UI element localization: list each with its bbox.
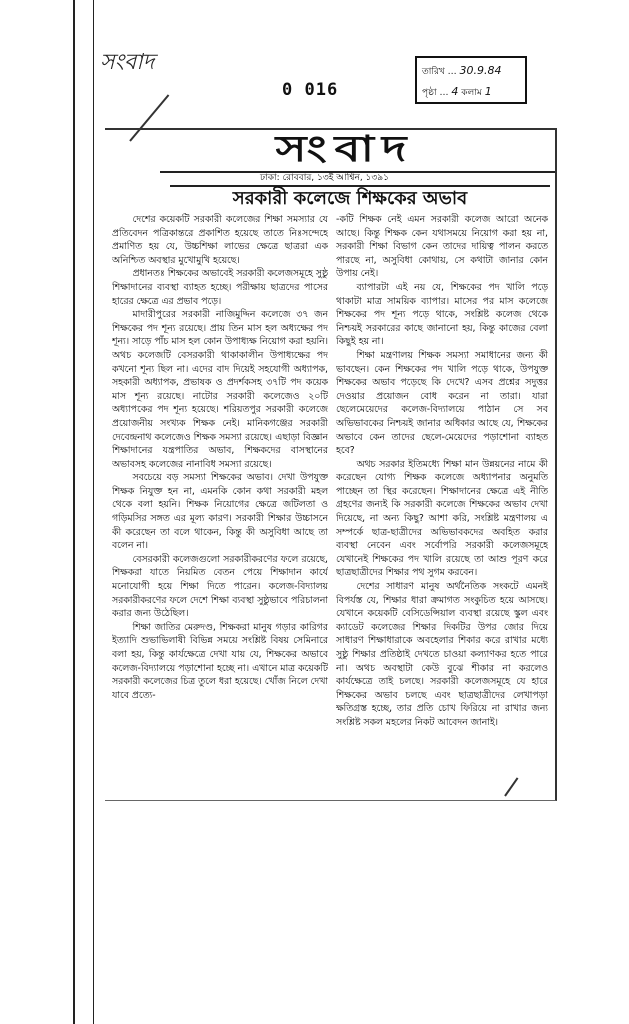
- stamp-column-label: কলাম: [461, 88, 482, 98]
- paragraph: ব্যাপারটা এই নয় যে, শিক্ষকের পদ খালি পড়ে থাকাটা মাত্র সাময়িক ব্যাপার। মাসের পর মাস কলেজে শিক্ষকের পদ শূন্য পড়ে থাকে, সংশ্লিষ্ট কলেজ থেকে নিশ্চয়ই সরকারের কাছে জানানো হয়, কিন্তু কাজের বেলা কিছুই হয় না।: [336, 281, 548, 348]
- paragraph: প্রধানতঃ শিক্ষকের অভাবেই সরকারী কলেজসমূহে সুষ্ঠু শিক্ষাদানের ব্যবস্থা ব্যাহত হচ্ছে। পরীক্ষায় ছাত্রদের পাসের হারের ক্ষেত্রে এর প্রভাব পড়ে।: [112, 268, 328, 307]
- stamp-date-value: 30.9.84: [459, 64, 502, 77]
- paragraph: -কটি শিক্ষক নেই এমন সরকারী কলেজ আরো অনেক আছে। কিন্তু শিক্ষক কেন যথাসময়ে নিয়োগ করা হয় না, সরকারী শিক্ষা বিভাগ কেন তাদের দায়িত্ব পালন করতে পারছে না, অসুবিধা কোথায়, সে কথাটা জানার কোন উপায় নেই।: [336, 214, 548, 280]
- paragraph: শিক্ষা মন্ত্রণালয় শিক্ষক সমস্যা সমাধানের জন্য কী ভাবছেন। কেন শিক্ষকের পদ খালি পড়ে থাকে, উপযুক্ত শিক্ষকের অভাব পড়েছে কি দেখে? এসব প্রশ্নের সদুত্তর দেওয়ার প্রয়োজন বোধ করেন না তারা। যারা ছেলেমেয়েদের কলেজ-বিদ্যালয়ে পাঠান সে সব অভিভাবকের নিশ্চয়ই জানার অধিকার আছে যে, শিক্ষকের অভাবে কেন তাদের ছেলে-মেয়েদের পড়াশোনা ব্যাহত হবে?: [336, 349, 548, 457]
- article-right-column: [336, 213, 548, 796]
- paragraph: শিক্ষা জাতির মেরুদণ্ড, শিক্ষকরা মানুষ গড়ার কারিগর ইত্যাদি শুভাভিলাষী বিভিন্ন সময়ে সংশ্লিষ্ট বিষয় সেমিনারে বলা হয়, কিন্তু কার্যক্ষেত্রে দেখা যায় যে, শিক্ষকের অভাবে কলেজ-বিদ্যালয়ে পড়াশোনা হচ্ছে না। এখানে মাত্র কয়েকটি সরকারী কলেজের চিত্র তুলে ধরা হয়েছে। খোঁজ নিলে দেখা যাবে প্রত্যে-: [112, 621, 328, 701]
- paragraph: দেশের কয়েকটি সরকারী কলেজের শিক্ষা সমস্যার যে প্রতিবেদন পত্রিকান্তরে প্রকাশিত হয়েছে তাতে নিঃসন্দেহে প্রমাণিত হয় যে, উচ্চশিক্ষা লাভের ক্ষেত্রে ছাত্ররা এক অনিশ্চিত অবস্থার মুখোমুখি হয়েছে।: [112, 214, 328, 266]
- archive-stamp: তারিখ … 30.9.84 পৃষ্ঠা … 4 কলাম 1: [415, 56, 527, 104]
- margin-line-inner: [93, 0, 94, 1024]
- paragraph: বেসরকারী কলেজগুলো সরকারীকরণের ফলে রয়েছে, শিক্ষকরা যাতে নিয়মিত বেতন পেয়ে শিক্ষাদান কার্যে মনোযোগী হয়ে শিক্ষা দিতে পারেন। কলেজ-বিদ্যালয় সরকারীকরণের ফলে দেশে শিক্ষা ব্যবস্থা সুষ্ঠুভাবে পরিচালনা করার জন্য উঠেছিল।: [112, 553, 328, 620]
- paragraph: অথচ সরকার ইতিমধ্যে শিক্ষা মান উন্নয়নের নামে কী করেছেন যোগ্য শিক্ষক কলেজে অধ্যাপনার অনুমতি পাচ্ছেন তা স্থির করেছেন। শিক্ষাদানের ক্ষেত্রে এই নীতি গ্রহণের জন্যই কি সরকারী কলেজে শিক্ষকের অভাব দেখা দিয়েছে, না অন্য কিছু? আশা করি, সংশ্লিষ্ট মন্ত্রণালয় এ সম্পর্কে ছাত্র-ছাত্রীদের অভিভাবকদের অবহিত করার ব্যবস্থা নেবেন এবং সর্বোপরি সরকারী কলেজসমূহে যেখানেই শিক্ষকের পদ খালি রয়েছে তা আশু পূরণ করে ছাত্রছাত্রীদের শিক্ষার পথ সুগম করবেন।: [336, 458, 548, 579]
- divider: [170, 185, 550, 187]
- handwritten-label: সংবাদ: [100, 50, 155, 75]
- dateline: ঢাকা: রোববার, ১৩ই আশ্বিন, ১৩৯১: [260, 173, 389, 183]
- article-left-column: [112, 213, 328, 796]
- stamp-page-label: পৃষ্ঠা: [422, 88, 437, 98]
- paragraph: দেশের সাধারণ মানুষ অর্থনৈতিক সংকটে এমনই বিপর্যস্ত যে, শিক্ষার ধারা ক্রমাগত সংকুচিত হয়ে আসছে। যেখানে কয়েকটি বেসিডেন্সিয়াল ব্যবস্থা রয়েছে স্কুল এবং ক্যাডেট কলেজের শিক্ষার দিকটির উপর জোর দিয়ে সাধারণ শিক্ষাধারাকে অবহেলার শিকার করে রাখার মধ্যে সুষ্ঠু শিক্ষার প্রতিষ্ঠাই দেখতে চাওয়া কল্যাণকর হতে পারে না। অথচ অবস্থাটা কেউ বুঝে শীকার না করলেও কার্যক্ষেত্রে তাই চলছে। সরকারী কলেজসমূহে যে হারে শিক্ষকের অভাব চলছে এবং ছাত্রছাত্রীদের লেখাপড়া ক্ষতিগ্রস্ত হচ্ছে, তার প্রতি চোখ ফিরিয়ে না রাখার জন্য সংশ্লিষ্ট সকল মহলের নিকট আবেদন জানাই।: [336, 581, 548, 728]
- newspaper-masthead: সংবাদ: [275, 129, 415, 170]
- stamp-page-value: 4: [451, 85, 459, 98]
- reference-number: 0 016: [282, 80, 339, 100]
- paragraph: সবচেয়ে বড় সমস্যা শিক্ষকের অভাব। দেখা উপযুক্ত শিক্ষক নিযুক্ত হন না, এমনকি কোন কথা সরকারী মহল থেকে বলা হয়নি। শিক্ষক নিয়োগের ক্ষেত্রে জটিলতা ও গড়িমসির সঙ্গত এর মূল্য কারণ। সরকারী শিক্ষার উচ্চাসনে কী করেছেন তা বলে থাকেন, কিন্তু কী অসুবিধা আছে তা বলেন না।: [112, 472, 328, 552]
- paragraph: মাদারীপুরের সরকারী নাজিমুদ্দিন কলেজে ৩৭ জন শিক্ষকের পদ শূন্য রয়েছে। প্রায় তিন মাস হল অধ্যক্ষের পদ শূন্য। সাড়ে পাঁচ মাস হল কোন উপাধ্যক্ষ নিয়োগ করা হয়নি। অথচ কলেজটি বেসরকারী থাকাকালীন উপাধ্যক্ষের পদ কখনো শূন্য ছিল না। এদের বাদ দিয়েই সহযোগী অধ্যাপক, সহকারী অধ্যাপক, প্রভাষক ও প্রদর্শকসহ ৩৭টি পদ কয়েক মাস শূন্য রয়েছে। নাটোর সরকারী কলেজেও ২০টি অধ্যাপকের পদ শূন্য হয়েছে। শরিয়তপুর সরকারী কলেজে প্রয়োজনীয় সংখ্যক শিক্ষক নেই। মানিকগঞ্জের সরকারী দেবেন্দ্রনাথ কলেজেও শিক্ষক সমস্যা রয়েছে। এছাড়া বিজ্ঞান শিক্ষাদানের যন্ত্রপাতির অভাব, শিক্ষকদের বাসস্থানের অভাবসহ কলেজের নানাবিধ সমস্যা রয়েছে।: [112, 309, 328, 470]
- margin-line-outer: [73, 0, 75, 1024]
- stamp-date-label: তারিখ: [422, 67, 445, 77]
- stamp-column-value: 1: [484, 85, 492, 98]
- article-headline: সরকারী কলেজে শিক্ষকের অভাব: [232, 188, 468, 209]
